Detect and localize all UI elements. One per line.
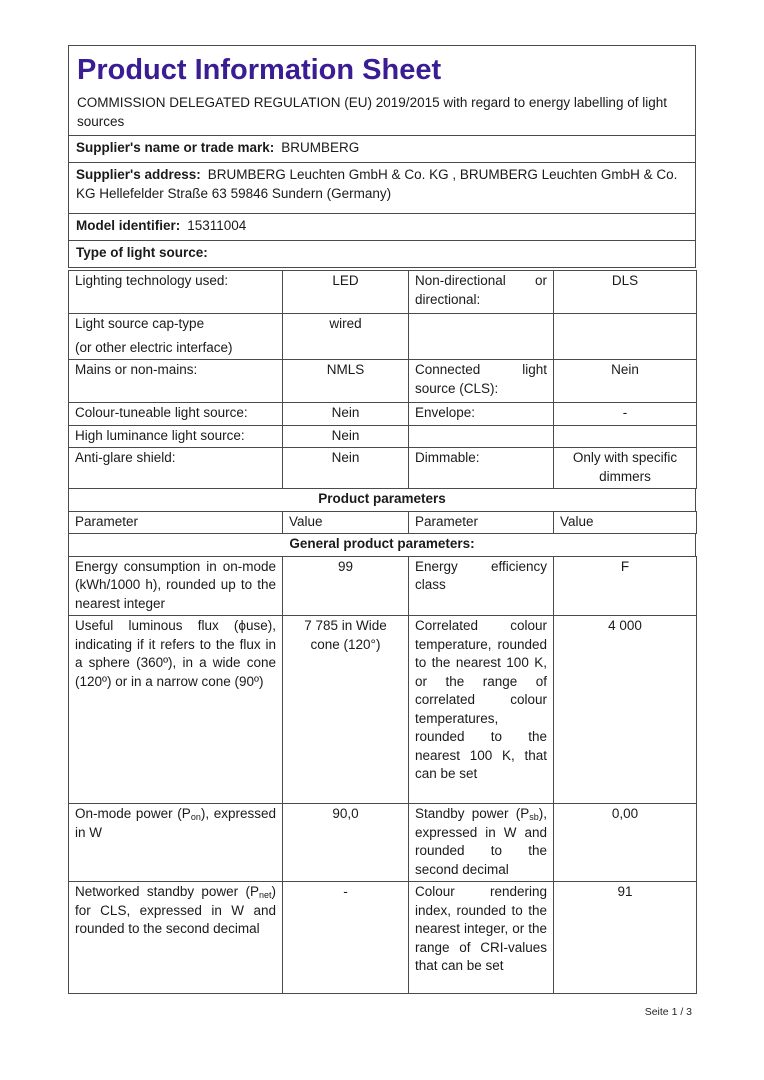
param-cell xyxy=(409,804,554,882)
empty-cell xyxy=(554,425,697,448)
type-of-light-source-heading: Type of light source: xyxy=(69,241,696,268)
supplier-address-row xyxy=(69,163,696,214)
value-cell: Nein xyxy=(283,403,409,426)
cap-type-line2: (or other electric interface) xyxy=(75,339,233,355)
value-cell: wired xyxy=(283,314,409,360)
type-heading-row xyxy=(69,241,696,268)
column-header: Value xyxy=(283,511,409,534)
table-row xyxy=(69,448,697,489)
param-subscript: net xyxy=(258,890,272,900)
supplier-address-value: BRUMBERG Leuchten GmbH & Co. KG , BRUMBERG Leuchten GmbH & Co. KG Hellefelder Straße 63 59846 Sundern (Germany) xyxy=(76,167,678,201)
general-product-parameters-heading: General product parameters: xyxy=(69,534,696,557)
product-parameters-heading: Product parameters xyxy=(69,489,696,512)
model-identifier-label: Model identifier: xyxy=(76,218,181,233)
general-heading-row xyxy=(69,534,696,557)
product-parameters-heading-table xyxy=(68,488,696,512)
type-heading-table xyxy=(68,240,696,268)
value-cell: 91 xyxy=(554,882,697,994)
column-header: Parameter xyxy=(409,511,554,534)
page-title: Product Information Sheet xyxy=(77,54,442,86)
value-cell: F xyxy=(554,556,697,616)
value-cell: - xyxy=(283,882,409,994)
table-row xyxy=(69,804,697,882)
param-cell xyxy=(69,804,283,882)
supplier-name-label: Supplier's name or trade mark: xyxy=(76,140,275,155)
value-cell: 99 xyxy=(283,556,409,616)
document-page xyxy=(68,45,696,994)
supplier-address-label: Supplier's address: xyxy=(76,167,201,182)
value-cell: DLS xyxy=(554,271,697,314)
table-row xyxy=(69,403,697,426)
column-header-table xyxy=(68,511,697,535)
param-cell: Lighting technology used: xyxy=(69,271,283,314)
value-cell: - xyxy=(554,403,697,426)
general-parameters-table xyxy=(68,556,697,995)
value-cell: 7 785 in Wide cone (120°) xyxy=(283,616,409,804)
param-cell: Energy consumption in on-mode (kWh/1000 h), rounded up to the nearest integer xyxy=(69,556,283,616)
table-row xyxy=(69,616,697,804)
param-cell: Colour rendering index, rounded to the nearest integer, or the range of CRI-values that can be set xyxy=(409,882,554,994)
regulation-text: COMMISSION DELEGATED REGULATION (EU) 2019/2015 with regard to energy labelling of light sources xyxy=(77,95,667,129)
type-of-light-source-table xyxy=(68,270,697,489)
param-cell xyxy=(69,314,283,360)
supplier-name-row xyxy=(69,136,696,163)
param-cell: High luminance light source: xyxy=(69,425,283,448)
general-heading-table xyxy=(68,533,696,557)
param-cell: Energy efficiency class xyxy=(409,556,554,616)
value-cell: Nein xyxy=(554,360,697,403)
supplier-name-table xyxy=(68,135,696,163)
param-cell: Useful luminous flux (ϕuse), indicating if it refers to the flux in a sphere (360º), in a wide cone (120º) or in a narrow cone (90º) xyxy=(69,616,283,804)
param-subscript: on xyxy=(190,812,201,822)
table-row xyxy=(69,556,697,616)
value-cell: LED xyxy=(283,271,409,314)
table-row xyxy=(69,882,697,994)
cap-type-line1: Light source cap-type xyxy=(75,316,205,331)
param-cell xyxy=(69,882,283,994)
table-row xyxy=(69,425,697,448)
param-subscript: sb xyxy=(529,812,539,822)
value-cell: 0,00 xyxy=(554,804,697,882)
table-row xyxy=(69,360,697,403)
title-table xyxy=(68,45,696,136)
table-row xyxy=(69,314,697,360)
model-identifier-table xyxy=(68,213,696,241)
param-text: ) for CLS, expressed in W and rounded to the second decimal xyxy=(75,884,276,936)
param-cell: Dimmable: xyxy=(409,448,554,489)
model-identifier-cell xyxy=(69,214,696,241)
product-parameters-heading-row xyxy=(69,489,696,512)
param-text: On-mode power (P xyxy=(75,806,191,821)
column-header: Value xyxy=(554,511,697,534)
title-cell xyxy=(69,46,696,136)
supplier-address-cell xyxy=(69,163,696,214)
model-identifier-value: 15311004 xyxy=(187,218,247,233)
value-cell: NMLS xyxy=(283,360,409,403)
table-row xyxy=(69,271,697,314)
column-header-row xyxy=(69,511,697,534)
param-cell: Anti-glare shield: xyxy=(69,448,283,489)
param-cell: Envelope: xyxy=(409,403,554,426)
page-number: Seite 1 / 3 xyxy=(644,1006,692,1018)
value-cell: 4 000 xyxy=(554,616,697,804)
supplier-address-table xyxy=(68,162,696,214)
value-cell: Nein xyxy=(283,448,409,489)
empty-cell xyxy=(409,314,554,360)
param-cell: Correlated colour temperature, rounded to the nearest 100 K, or the range of correlated colour temperatures, rounded to the nearest 100 K, that can be set xyxy=(409,616,554,804)
param-text: ), expressed in W and rounded to the second decimal xyxy=(415,806,547,877)
param-cell: Colour-tuneable light source: xyxy=(69,403,283,426)
value-cell: 90,0 xyxy=(283,804,409,882)
empty-cell xyxy=(409,425,554,448)
column-header: Parameter xyxy=(69,511,283,534)
supplier-name-value: BRUMBERG xyxy=(281,140,360,155)
param-text: Standby power (P xyxy=(415,806,530,821)
value-cell: Nein xyxy=(283,425,409,448)
title-row xyxy=(69,46,696,136)
value-cell: Only with specific dimmers xyxy=(554,448,697,489)
supplier-name-cell xyxy=(69,136,696,163)
model-identifier-row xyxy=(69,214,696,241)
param-cell: Mains or non-mains: xyxy=(69,360,283,403)
param-cell: Connected light source (CLS): xyxy=(409,360,554,403)
param-text: ), expressed in W xyxy=(75,806,276,840)
param-text: Networked standby power (P xyxy=(75,884,259,899)
empty-cell xyxy=(554,314,697,360)
param-cell: Non-directional or directional: xyxy=(409,271,554,314)
